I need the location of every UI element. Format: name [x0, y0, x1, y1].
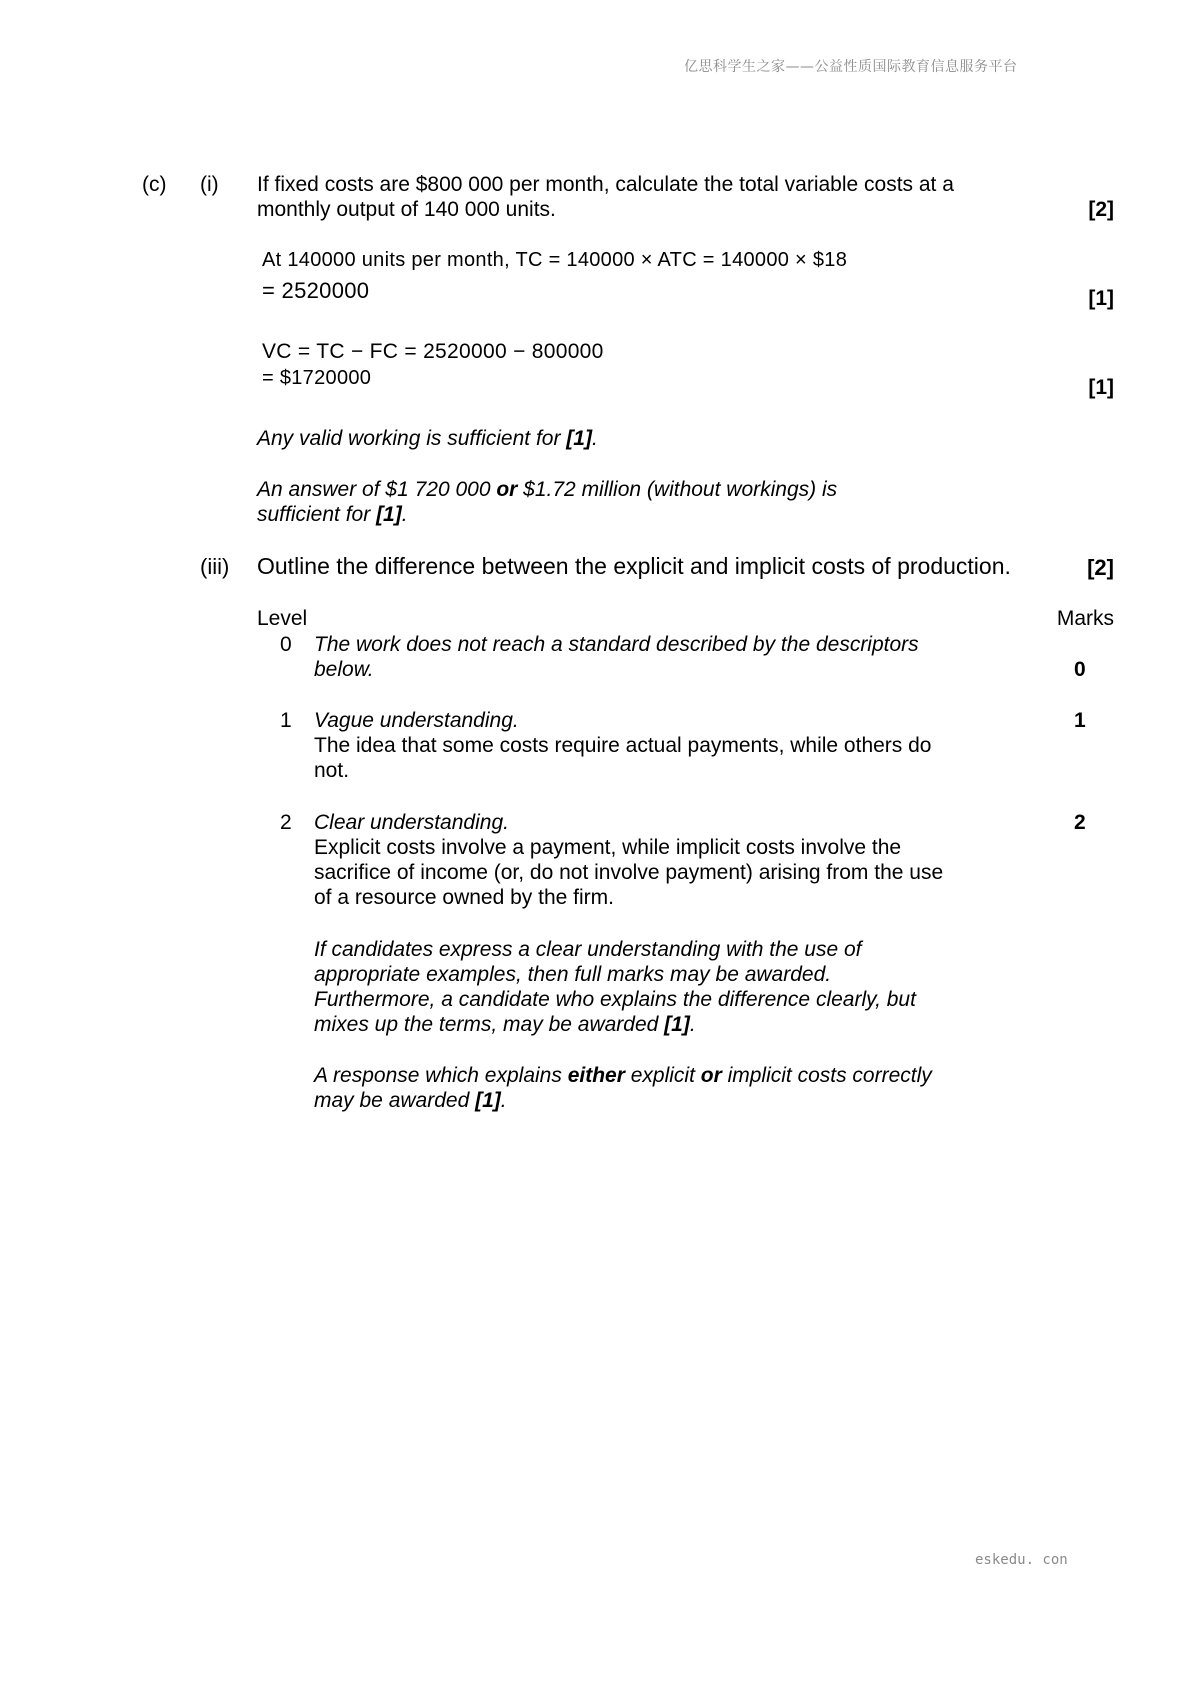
level-1-detail-line2: not.	[314, 759, 350, 782]
note-1-end: .	[591, 427, 598, 450]
marking-note-1	[257, 426, 598, 451]
note-1-text: Any valid working is sufficient for	[257, 427, 567, 450]
guidance-2-either: either	[567, 1064, 625, 1087]
level-1-descriptor: Vague understanding.	[314, 709, 519, 732]
guidance-2-line1	[314, 1063, 932, 1088]
level-0-descriptor-line2: below.	[314, 658, 374, 681]
guidance-1-line4	[314, 1012, 696, 1037]
guidance-2-line2	[314, 1088, 507, 1113]
guidance-1-mark: [1]	[664, 1013, 690, 1036]
level-1-detail-line1: The idea that some costs require actual payments, while others do	[314, 734, 932, 757]
note-2-end: .	[401, 503, 408, 526]
item-iii-label: (iii)	[200, 554, 230, 579]
guidance-1-line1: If candidates express a clear understanding with the use of	[314, 938, 862, 961]
working-2-line2: = $1720000	[262, 367, 372, 389]
working-1-line1: At 140000 units per month, TC = 140000 × ATC = 140000 × $18	[262, 249, 848, 271]
note-2-text-b: $1.72 million (without workings) is	[517, 478, 838, 501]
guidance-2-text-d: may be awarded	[314, 1089, 476, 1112]
note-2-or: or	[496, 478, 518, 501]
guidance-2-end: .	[500, 1089, 507, 1112]
marking-note-2-line2	[257, 502, 408, 527]
note-2-text-c: sufficient for	[257, 503, 377, 526]
level-1-marks: 1	[1074, 709, 1086, 732]
guidance-2-text-b: explicit	[624, 1064, 701, 1087]
level-header: Level	[257, 607, 308, 630]
guidance-2-text-a: A response which explains	[314, 1064, 568, 1087]
site-footer: eskedu. con	[975, 1552, 1068, 1568]
guidance-1-end: .	[689, 1013, 696, 1036]
guidance-1-line3: Furthermore, a candidate who explains the difference clearly, but	[314, 988, 916, 1011]
question-iii-marks: [2]	[1087, 555, 1114, 580]
question-i-marks: [2]	[1088, 198, 1114, 221]
level-2-number: 2	[280, 811, 292, 834]
note-2-text-a: An answer of $1 720 000	[257, 478, 497, 501]
question-i-line1: If fixed costs are $800 000 per month, calculate the total variable costs at a	[257, 173, 954, 196]
working-1-line2: = 2520000	[262, 278, 370, 303]
level-0-marks: 0	[1074, 658, 1086, 681]
working-1-marks: [1]	[1088, 287, 1114, 310]
marking-note-2-line1	[257, 477, 837, 502]
note-1-mark: [1]	[566, 427, 592, 450]
level-2-detail-line2: sacrifice of income (or, do not involve payment) arising from the use	[314, 861, 944, 884]
level-2-detail-line1: Explicit costs involve a payment, while implicit costs involve the	[314, 836, 902, 859]
level-2-detail-line3: of a resource owned by the firm.	[314, 886, 614, 909]
guidance-2-or: or	[700, 1064, 722, 1087]
level-1-number: 1	[280, 709, 292, 732]
level-2-descriptor: Clear understanding.	[314, 811, 509, 834]
level-2-marks: 2	[1074, 811, 1086, 834]
working-2-marks: [1]	[1088, 376, 1114, 399]
guidance-1-line2: appropriate examples, then full marks may be awarded.	[314, 963, 832, 986]
marks-header: Marks	[1056, 607, 1114, 630]
item-i-label: (i)	[200, 173, 219, 196]
site-header: 亿思科学生之家——公益性质国际教育信息服务平台	[684, 59, 1018, 75]
guidance-1-text: mixes up the terms, may be awarded	[314, 1013, 665, 1036]
level-0-number: 0	[280, 633, 292, 656]
guidance-2-text-c: implicit costs correctly	[721, 1064, 932, 1087]
guidance-2-mark: [1]	[475, 1089, 501, 1112]
note-2-mark: [1]	[376, 503, 402, 526]
level-0-descriptor-line1: The work does not reach a standard described by the descriptors	[314, 633, 919, 656]
part-label: (c)	[142, 173, 167, 196]
working-2-line1: VC = TC − FC = 2520000 − 800000	[262, 340, 604, 363]
question-i-line2: monthly output of 140 000 units.	[257, 198, 556, 221]
question-iii: Outline the difference between the explicit and implicit costs of production.	[257, 553, 1011, 579]
